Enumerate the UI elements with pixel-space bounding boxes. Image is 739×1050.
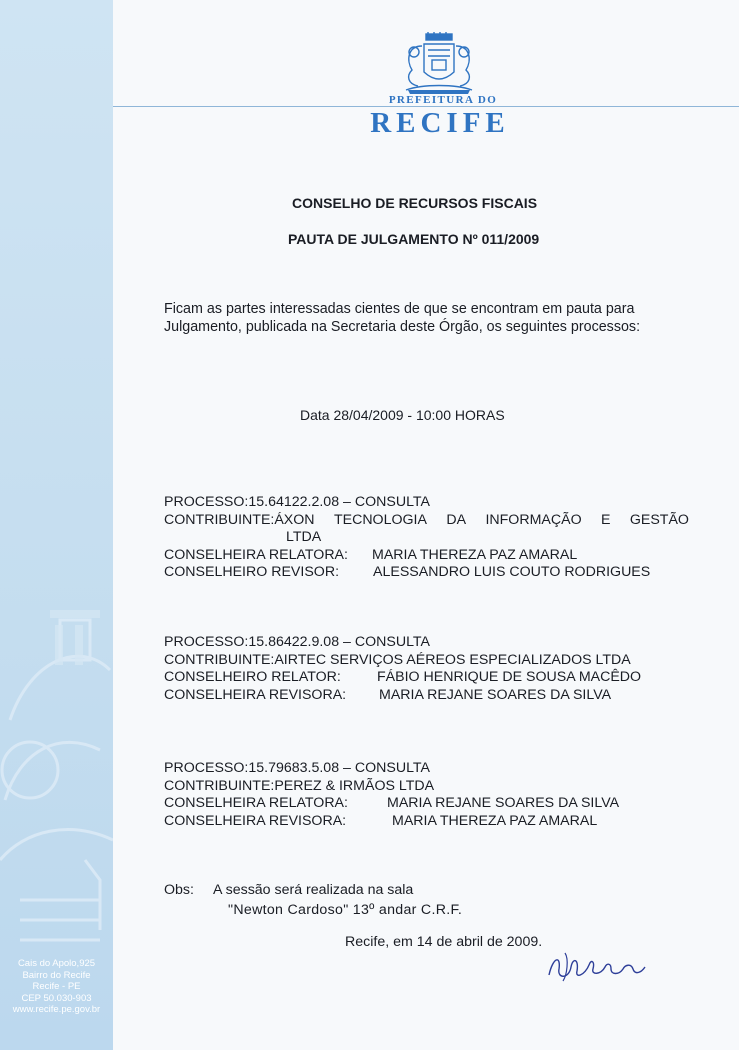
process-number: PROCESSO:15.64122.2.08 – CONSULTA	[164, 494, 431, 510]
relator-label: CONSELHEIRO RELATOR:	[164, 669, 341, 685]
signature-mark	[545, 945, 650, 990]
revisor-name: MARIA THEREZA PAZ AMARAL	[392, 812, 598, 829]
intro-line: Ficam as partes interessadas cientes de que se encontram em pauta para	[164, 301, 635, 317]
obs-room: "Newton Cardoso" 13º andar C.R.F.	[228, 902, 463, 918]
contribuinte-word: GESTÃO	[629, 511, 689, 528]
relator-row	[164, 795, 620, 813]
place-date: Recife, em 14 de abril de 2009.	[345, 934, 543, 950]
relator-label: CONSELHEIRA RELATORA:	[164, 546, 348, 563]
address-line: www.recife.pe.gov.br	[12, 1004, 101, 1015]
relator-label: CONSELHEIRA RELATORA:	[164, 795, 348, 811]
relator-name: MARIA THEREZA PAZ AMARAL	[372, 546, 578, 563]
session-date: Data 28/04/2009 - 10:00 HORAS	[300, 407, 505, 423]
coat-of-arms-icon	[398, 32, 480, 94]
contribuinte-word: TECNOLOGIA	[333, 511, 427, 528]
sidebar-address	[2, 958, 111, 1016]
address-line: CEP 50.030-903	[21, 992, 92, 1004]
prefeitura-label: PREFEITURA DO	[388, 94, 498, 106]
agenda-title: PAUTA DE JULGAMENTO Nº 011/2009	[288, 231, 540, 247]
contribuinte-line: CONTRIBUINTE:PEREZ & IRMÃOS LTDA	[164, 777, 435, 794]
relator-name: MARIA REJANE SOARES DA SILVA	[387, 795, 620, 811]
intro-paragraph	[164, 300, 640, 336]
revisor-label: CONSELHEIRA REVISORA:	[164, 812, 347, 829]
city-name: RECIFE	[370, 107, 510, 139]
obs-label: Obs:	[164, 882, 194, 898]
sidebar-panel	[0, 0, 113, 1050]
address-line: Bairro do Recife	[22, 969, 91, 981]
revisor-row	[164, 564, 689, 582]
revisor-name: MARIA REJANE SOARES DA SILVA	[379, 686, 612, 703]
contribuinte-line	[164, 512, 689, 530]
revisor-label: CONSELHEIRO REVISOR:	[164, 564, 340, 580]
contribuinte-word: E	[600, 511, 611, 528]
intro-line: Julgamento, publicada na Secretaria deste Órgão, os seguintes processos:	[164, 319, 641, 335]
contribuinte-line: CONTRIBUINTE:AIRTEC SERVIÇOS AÉREOS ESPECIALIZADOS LTDA	[164, 651, 631, 668]
relator-row	[164, 669, 642, 687]
revisor-name: ALESSANDRO LUIS COUTO RODRIGUES	[373, 564, 651, 580]
revisor-label: CONSELHEIRA REVISORA:	[164, 686, 347, 703]
council-title: CONSELHO DE RECURSOS FISCAIS	[292, 195, 538, 211]
relator-name: FÁBIO HENRIQUE DE SOUSA MACÊDO	[377, 669, 642, 685]
process-number: PROCESSO:15.79683.5.08 – CONSULTA	[164, 760, 431, 776]
process-block-1	[164, 494, 689, 582]
contribuinte-continuation	[164, 529, 689, 547]
contribuinte-word: CONTRIBUINTE:ÁXON	[164, 511, 315, 528]
relator-row	[164, 547, 689, 565]
process-block-3	[164, 760, 620, 830]
process-block-2	[164, 634, 642, 704]
contribuinte-word: INFORMAÇÃO	[485, 511, 582, 528]
process-number: PROCESSO:15.86422.9.08 – CONSULTA	[164, 634, 431, 650]
obs-line: A sessão será realizada na sala	[213, 882, 414, 898]
contribuinte-word: DA	[446, 511, 467, 528]
contribuinte-cont: LTDA	[286, 529, 322, 545]
revisor-row	[164, 687, 631, 705]
revisor-row	[164, 812, 598, 831]
address-line: Recife - PE	[32, 981, 81, 992]
address-line: Cais do Apolo,925	[17, 958, 96, 969]
